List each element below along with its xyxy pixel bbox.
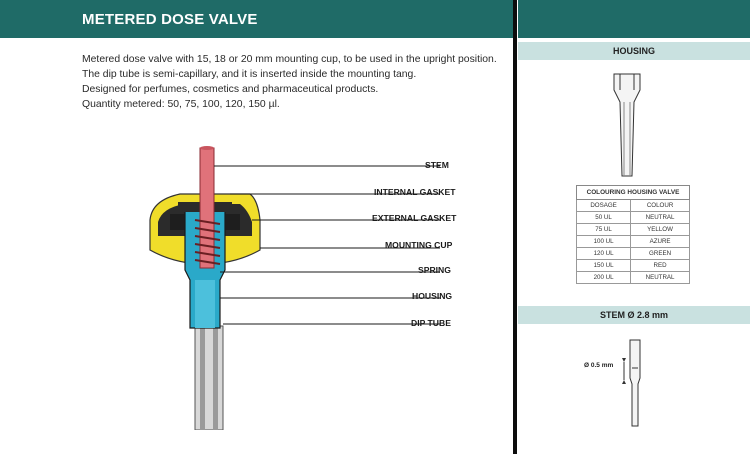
colour-table	[576, 185, 690, 284]
description-line: Quantity metered: 50, 75, 100, 120, 150 µl.	[82, 99, 280, 110]
label-stem: STEM	[425, 160, 449, 170]
description	[82, 52, 502, 112]
valve-diagram	[140, 140, 470, 430]
label-external-gasket: EXTERNAL GASKET	[372, 213, 457, 223]
label-housing: HOUSING	[412, 291, 453, 301]
side-header-bar	[518, 0, 750, 38]
colour-cell: NEUTRAL	[631, 212, 690, 224]
column-header: DOSAGE	[577, 200, 631, 212]
column-header: COLOUR	[631, 200, 690, 212]
table-caption: COLOURING HOUSING VALVE	[577, 186, 690, 200]
dosage-cell: 75 UL	[577, 224, 631, 236]
colour-cell: RED	[631, 260, 690, 272]
label-spring: SPRING	[418, 265, 451, 275]
label-internal-gasket: INTERNAL GASKET	[374, 187, 456, 197]
table-row	[577, 260, 690, 272]
housing-drawing	[612, 72, 642, 178]
description-line: The dip tube is semi-capillary, and it is inserted inside the mounting tang.	[82, 69, 417, 80]
dosage-cell: 120 UL	[577, 248, 631, 260]
label-mounting-cup: MOUNTING CUP	[385, 240, 453, 250]
dosage-cell: 200 UL	[577, 272, 631, 284]
stem-section-title: STEM Ø 2.8 mm	[599, 310, 669, 320]
page-title: METERED DOSE VALVE	[82, 11, 258, 28]
stem-section-header	[518, 306, 750, 324]
housing-section-header	[518, 42, 750, 60]
stem-drawing	[618, 338, 648, 428]
stem-graphic	[200, 146, 214, 268]
label-dip-tube: DIP TUBE	[411, 318, 451, 328]
colour-cell: NEUTRAL	[631, 272, 690, 284]
colour-cell: GREEN	[631, 248, 690, 260]
column-divider	[513, 0, 517, 454]
colour-cell: YELLOW	[631, 224, 690, 236]
description-line: Metered dose valve with 15, 18 or 20 mm mounting cup, to be used in the upright position.	[82, 54, 497, 65]
table-row	[577, 236, 690, 248]
colour-cell: AZURE	[631, 236, 690, 248]
description-line: Designed for perfumes, cosmetics and pharmaceutical products.	[82, 84, 379, 95]
dip-tube-graphic	[195, 326, 223, 430]
table-row	[577, 248, 690, 260]
table-row	[577, 224, 690, 236]
table-row	[577, 212, 690, 224]
dosage-cell: 100 UL	[577, 236, 631, 248]
dosage-cell: 150 UL	[577, 260, 631, 272]
housing-section-title: HOUSING	[612, 46, 655, 56]
table-row	[577, 272, 690, 284]
stem-dimension-label: Ø 0.5 mm	[584, 362, 614, 369]
dosage-cell: 50 UL	[577, 212, 631, 224]
